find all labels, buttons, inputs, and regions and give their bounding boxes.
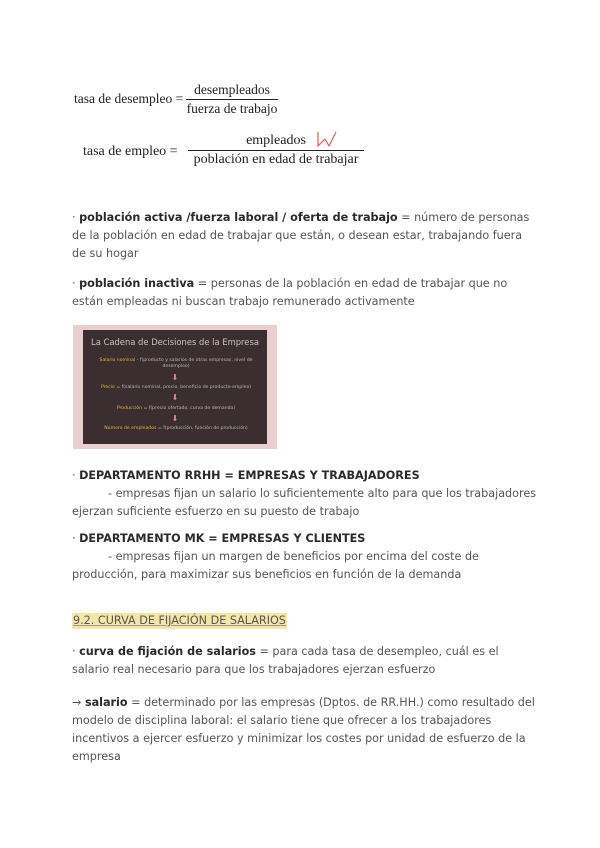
slide-row-key: Precio [100, 385, 115, 390]
formula-denominator: fuerza de trabajo [186, 101, 278, 116]
formula-fraction [186, 82, 278, 117]
slide-row-key: Salario nominal [99, 358, 136, 363]
slide-row-text: = f(salario nominal, precio, beneficio de producto-empleo) [114, 385, 252, 390]
definition-poblacion-activa: · población activa /fuerza laboral / oferta de trabajo = número de personas de la población en edad de trabajar que están, o desean estar, trabajando fuera de su hogar [72, 211, 530, 260]
definition-text: = para cada tasa de desempleo, cuál es el salario real necesario para que los trabajadores ejerzan esfuerzo [72, 645, 499, 676]
slide-row-salario [91, 358, 261, 370]
term: curva de fijación de salarios [79, 645, 256, 658]
definition-poblacion-inactiva: · población inactiva = personas de la población en edad de trabajar que no están empleadas ni buscan trabajo remunerado activamente [72, 277, 508, 308]
formula-lhs: tasa de desempleo = [74, 91, 184, 106]
definition-curva-fijacion-salarios: · curva de fijación de salarios = para cada tasa de desempleo, cuál es el salario real necesario para que los trabajadores ejerzan esfuerzo [72, 645, 499, 676]
formula-numerator: empleados [188, 133, 364, 151]
red-annotation-mark-icon [316, 130, 338, 148]
right-arrow-icon: → [72, 696, 82, 709]
slide-row-text: = f(producción, función de producción) [156, 426, 248, 431]
slide-row-key: Producción [116, 406, 142, 411]
slide-row-precio [91, 385, 261, 391]
section-departamento-rrhh: · DEPARTAMENTO RRHH = EMPRESAS Y TRABAJADORES - empresas fijan un salario lo suficientemente alto para que los trabajadores ejerzan suficiente esfuerzo en su puesto de trabajo [72, 469, 537, 518]
slide-row-key: Número de empleados [104, 426, 157, 431]
slide-row-produccion [91, 406, 261, 412]
down-arrow-icon: ⬇ [171, 414, 179, 423]
definition-text: - empresas fijan un salario lo suficientemente alto para que los trabajadores ejerzan suficiente esfuerzo en su puesto de trabajo [72, 487, 537, 518]
definition-text: = número de personas de la población en edad de trabajar que están, o desean estar, trabajando fuera de su hogar [72, 211, 530, 260]
slide-image-cadena-decisiones [73, 325, 277, 449]
term: población activa /fuerza laboral / oferta de trabajo [79, 211, 398, 224]
definition-text: = determinado por las empresas (Dptos. de RR.HH.) como resultado del modelo de disciplina laboral: el salario tiene que ofrecer a los trabajadores incentivos a ejercer esfuerzo y minimizar los costes por unidad de esfuerzo de la empresa [72, 696, 535, 763]
definition-text: = personas de la población en edad de trabajar que no están empleadas ni buscan trabajo remunerado activamente [72, 277, 508, 308]
formula-denominator: población en edad de trabajar [193, 152, 359, 167]
term: DEPARTAMENTO MK = EMPRESAS Y CLIENTES [79, 532, 366, 545]
formula-numerator: desempleados [186, 82, 278, 100]
section-departamento-mk: · DEPARTAMENTO MK = EMPRESAS Y CLIENTES - empresas fijan un margen de beneficios por encima del coste de producción, para maximizar sus beneficios en función de la demanda [72, 532, 479, 581]
down-arrow-icon: ⬇ [171, 373, 179, 382]
formula-lhs: tasa de empleo = [83, 144, 178, 159]
slide-row-text: = f(precio ofertado, curva de demanda) [141, 406, 236, 411]
slide-title: La Cadena de Decisiones de la Empresa [91, 337, 259, 347]
term: DEPARTAMENTO RRHH = EMPRESAS Y TRABAJADORES [79, 469, 420, 482]
slide-row-empleados [91, 426, 261, 432]
definition-salario [72, 694, 537, 766]
definition-text: - empresas fijan un margen de beneficios por encima del coste de producción, para maximizar sus beneficios en función de la demanda [72, 550, 479, 581]
section-heading: 9.2. CURVA DE FIJACIÓN DE SALARIOS [73, 614, 286, 627]
slide-row-text: - f(producto y salarios de otras empresas, nivel de desempleo) [135, 358, 253, 369]
term: población inactiva [79, 277, 195, 290]
slide-content [83, 330, 267, 444]
term: salario [84, 696, 128, 709]
down-arrow-icon: ⬇ [171, 393, 179, 402]
